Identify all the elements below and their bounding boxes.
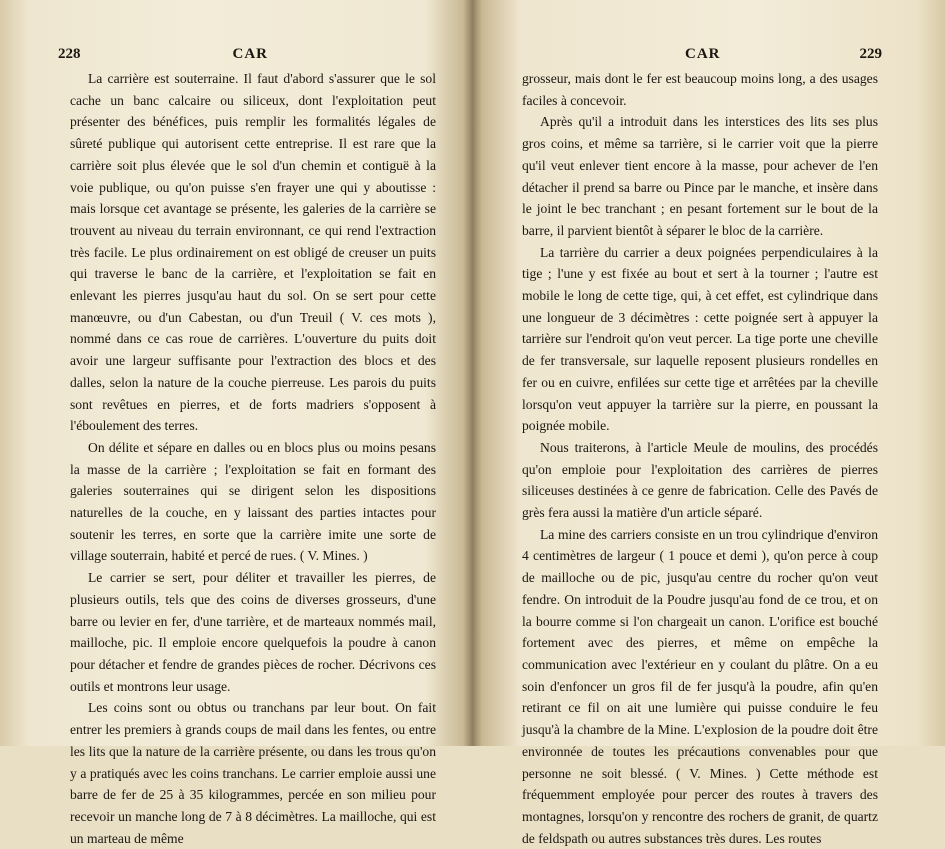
paragraph: Les coins sont ou obtus ou tranchans par leur bout. On fait entrer les premiers à grands coups de mail dans les fentes, ou entre les lits que la nature de la carrière présente, ou dans les trous qu'on y a pratiqués avec les coins tranchans. Le carrier emploie aussi une barre de fer de 25 à 35 kilogrammes, percée en son milieu pour recevoir un manche long de 7 à 8 décimètres. La mailloche, qui est un marteau de même bbox=[70, 700, 436, 846]
page-number-left: 228 bbox=[58, 46, 81, 62]
paragraph: On délite et sépare en dalles ou en blocs plus ou moins pesans la masse de la carrière ; l'exploitation se fait en formant des galeries souterraines qui se dirigent selon les dispositions naturelles de la couche, en y laissant des parties intactes pour soutenir les terres, en sorte que la carrière imite une sorte de village souterrain, habité et percé de rues. ( V. Mines. ) bbox=[70, 439, 436, 564]
paragraph: La mine des carriers consiste en un trou cylindrique d'environ 4 centimètres de largeur ( 1 pouce et demi ), qu'on perce à coup de mailloche ou de pic, jusqu'au centre du rocher qu'on veut fendre. On introduit de la Poudre jusqu'au fond de ce trou, et on la bourre comme si l'on chargeait un canon. L'orifice est bouché fortement avec des pierres, et même on empêche la communication avec l'extérieur en y coulant du plâtre. On a eu soin d'enfoncer un gros fil de fer jusqu'à la poudre, afin qu'en retirant ce fil on ait une lumière qui puisse conduire le feu jusqu'à la chambre de la Mine. L'explosion de la poudre doit être environnée de toutes les précautions convenables pour que personne ne soit blessé. ( V. Mines. ) Cette méthode est fréquemment employée pour percer des routes à travers des montagnes, lorsqu'on y rencontre des rochers de granit, de quartz de feldspath ou autres substances très dures. Les routes bbox=[522, 526, 878, 846]
right-page-header bbox=[522, 46, 882, 66]
running-head-right: CAR bbox=[685, 46, 721, 62]
paragraph: Après qu'il a introduit dans les interstices des lits ses plus gros coins, et même sa tarrière, si le carrier voit que la pierre qu'il veut enlever tient encore à la masse, pour achever de l'en détacher il prend sa barre ou Pince par le manche, et insère dans le joint le bec tranchant ; en pesant fortement sur le bout de la barre, il parvient bientôt à séparer le bloc de la carrière. bbox=[522, 114, 878, 238]
left-page-header bbox=[58, 46, 444, 66]
paragraph: Le carrier se sert, pour déliter et travailler les pierres, de plusieurs outils, tels que des coins de diverses grosseurs, d'une barre ou levier en fer, d'une tarrière, et de marteaux nommés mail, mailloche, pic. Il emploie encore quelquefois la poudre à canon pour détacher et fendre de grandes pièces de rocher. Décrivons ces outils et montrons leur usage. bbox=[70, 570, 436, 694]
running-head-left: CAR bbox=[232, 46, 268, 62]
paragraph: La tarrière du carrier a deux poignées perpendiculaires à la tige ; l'une y est fixée au bout et sert à la tourner ; l'autre est mobile le long de cette tige, qui, à cet effet, est cylindrique dans une longueur de 3 décimètres : cette poignée sert à appuyer la tarrière sur l'endroit qu'on veut percer. La tige porte une cheville de fer transversale, sur laquelle reposent plusieurs rondelles en fer ou en cuivre, enfilées sur cette tige et arrêtées par la cheville lorsqu'on veut appuyer la tarrière sur la pierre, en poussant la poignée mobile. bbox=[522, 244, 878, 434]
left-page-body bbox=[70, 68, 436, 849]
right-page-body bbox=[522, 68, 878, 849]
page-number-right: 229 bbox=[859, 46, 882, 62]
left-page bbox=[58, 46, 436, 846]
paragraph: Nous traiterons, à l'article Meule de moulins, des procédés qu'on emploie pour l'exploitation des carrières de pierres siliceuses destinées à ce genre de fabrication. Celle des Pavés de grès fera aussi la matière d'un article séparé. bbox=[522, 439, 878, 521]
right-page bbox=[522, 46, 882, 846]
paragraph: grosseur, mais dont le fer est beaucoup moins long, a des usages faciles à concevoir. bbox=[522, 71, 878, 108]
paragraph: La carrière est souterraine. Il faut d'abord s'assurer que le sol cache un banc calcaire ou siliceux, dont l'exploitation peut présenter des bénéfices, puis remplir les formalités légales de sûreté publique qui autorisent cette entreprise. Il est rare que la carrière soit plus élevée que le sol d'un chemin et contiguë à la voie publique, ou qu'on puisse s'en frayer une qui y aboutisse : mais lorsque cet avantage se présente, les galeries de la carrière se trouvent au niveau du terrain environnant, ce qui rend l'extraction très facile. Le plus ordinairement on est obligé de creuser un puits qui traverse le banc de la carrière, et l'exploitation se fait en enlevant les pierres jusqu'au haut du sol. On se sert pour cette manœuvre, ou d'un Cabestan, ou d'un Treuil ( V. ces mots ), nommé dans ce cas roue de carrières. L'ouverture du puits doit avoir une largeur suffisante pour l'extraction des blocs et des dalles, selon la nature de la couche pierreuse. Les parois du puits sont revêtues en pierres, et de forts madriers s'opposent à l'éboulement des terres. bbox=[70, 71, 436, 434]
